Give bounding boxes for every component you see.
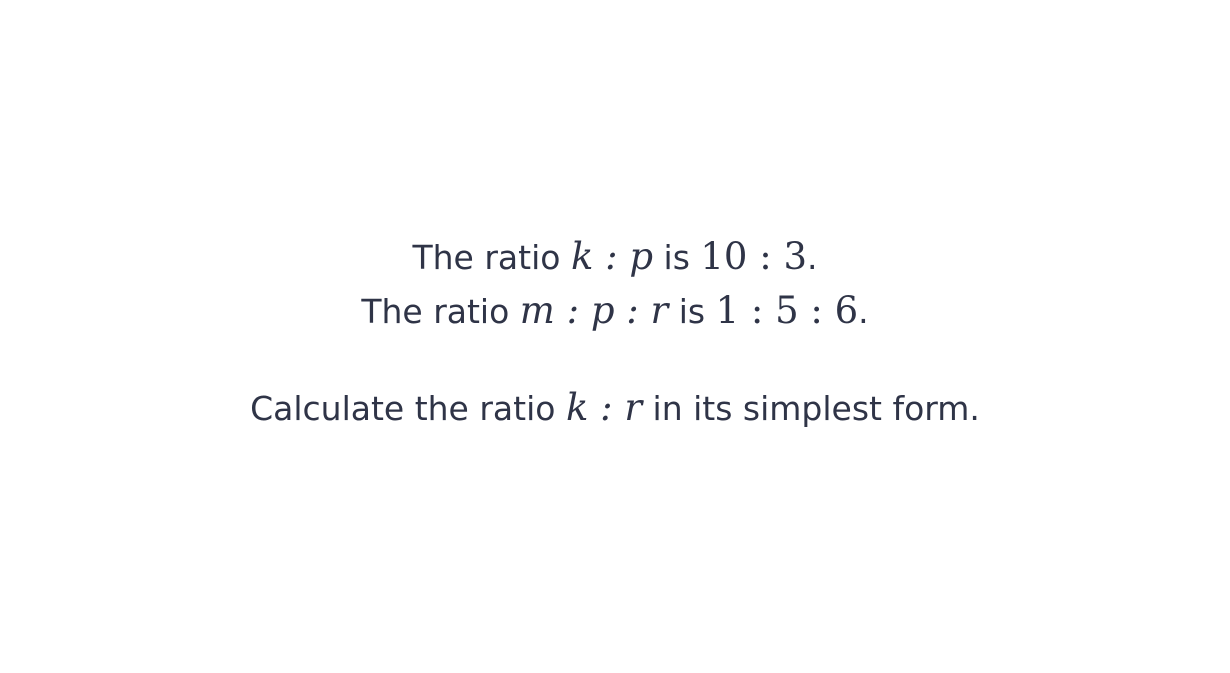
line2-text-before: The ratio — [361, 292, 520, 331]
line2-text-middle: is — [668, 292, 716, 331]
math-k-r: k : r — [565, 386, 643, 429]
math-k-p: k : p — [570, 235, 654, 278]
math-m-p-r: m : p : r — [519, 289, 669, 332]
math-1-5-6: 1 : 5 : 6 — [715, 289, 859, 332]
line2-period: . — [858, 292, 869, 331]
line1-period: . — [807, 238, 818, 277]
math-10-3: 10 : 3 — [700, 235, 807, 278]
given-ratio-m-p-r — [0, 289, 1230, 334]
line1-text-middle: is — [653, 238, 701, 277]
line1-text-before: The ratio — [412, 238, 571, 277]
given-ratio-k-p — [0, 235, 1230, 280]
line3-text-before: Calculate the ratio — [250, 389, 566, 428]
question-prompt — [0, 386, 1230, 431]
line3-text-after: in its simplest form. — [642, 389, 980, 428]
